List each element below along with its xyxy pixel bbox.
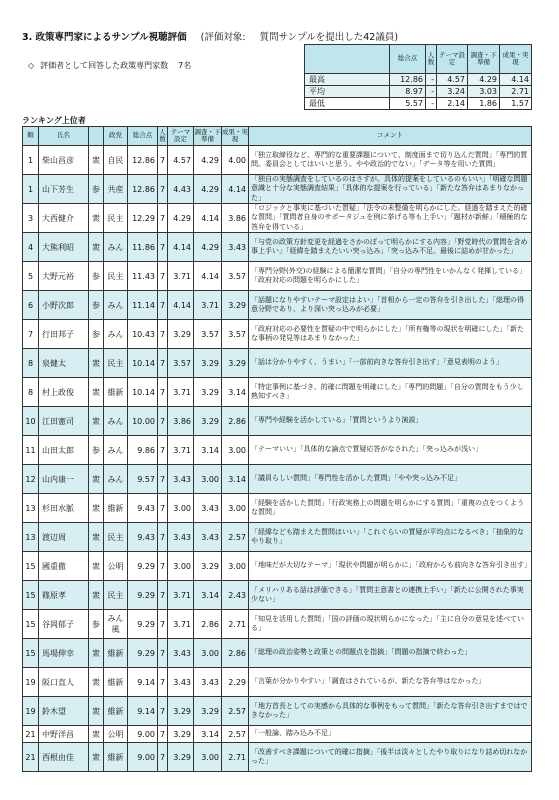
party-cell: みん bbox=[104, 233, 128, 262]
rank-cell: 10 bbox=[23, 407, 39, 436]
header-result: 成果・実現 bbox=[222, 127, 249, 146]
result-cell: 4.14 bbox=[222, 175, 249, 204]
total-cell: 11.14 bbox=[128, 291, 158, 320]
comment-cell: 「経緯なども踏まえた質問はいい」「これぐらいの質疑が平均点になるべき」「抽象的なやり取り」 bbox=[249, 523, 532, 552]
prep-cell: 3.29 bbox=[194, 697, 222, 726]
prep-cell: 3.43 bbox=[194, 668, 222, 697]
summary-table bbox=[304, 44, 532, 110]
name-cell: 泉健太 bbox=[39, 349, 89, 378]
prep-cell: 3.29 bbox=[194, 349, 222, 378]
party-cell: みん bbox=[104, 436, 128, 465]
theme-cell: 3.29 bbox=[168, 726, 194, 743]
party-cell: 維新 bbox=[104, 494, 128, 523]
table-row bbox=[23, 494, 532, 523]
theme-cell: 3.71 bbox=[168, 262, 194, 291]
theme-cell: 4.14 bbox=[168, 233, 194, 262]
comment-cell: 「独自の実態調査をしているのはさすが。具体的提案をしているのもいい」「明確な問題意識と十分な実態調査結果」「具体的な提案を行っている」「新たな答弁はあまりなかった」 bbox=[249, 175, 532, 204]
result-cell: 3.14 bbox=[222, 465, 249, 494]
result-cell: 2.71 bbox=[222, 610, 249, 639]
table-row bbox=[23, 262, 532, 291]
house-cell: 衆 bbox=[89, 726, 104, 743]
result-cell: 2.29 bbox=[222, 668, 249, 697]
rank-cell: 11 bbox=[23, 436, 39, 465]
count-cell: 7 bbox=[158, 262, 168, 291]
result-cell: 2.86 bbox=[222, 407, 249, 436]
comment-cell: 「知見を活用した質問」「国の評価の現状明らかになった」「主に自分の意見を述べている」 bbox=[249, 610, 532, 639]
party-cell: みん風 bbox=[104, 610, 128, 639]
party-cell: 自民 bbox=[104, 146, 128, 175]
name-cell: 山下芳生 bbox=[39, 175, 89, 204]
prep-cell: 3.71 bbox=[194, 291, 222, 320]
comment-cell: 「政府対応の必要性を質疑の中で明らかにした」「所有権等の現状を明確にした」「新たな事柄の発見等はあまりなかった」 bbox=[249, 320, 532, 349]
result-cell: 2.71 bbox=[222, 743, 249, 772]
total-cell: 10.43 bbox=[128, 320, 158, 349]
evaluator-count-label: 評価者として回答した政策専門家数 bbox=[40, 61, 169, 70]
prep-cell: 3.29 bbox=[194, 552, 222, 581]
party-cell: 共産 bbox=[104, 175, 128, 204]
summary-value: 4.29 bbox=[468, 74, 500, 86]
summary-header-result: 成果・実現 bbox=[500, 45, 532, 74]
rank-cell: 13 bbox=[23, 494, 39, 523]
theme-cell: 3.71 bbox=[168, 610, 194, 639]
rank-cell: 15 bbox=[23, 581, 39, 610]
comment-cell: 「与党の政策方針変更を経過をさかのぼって明らかにする内容」「野党時代の質問を含め事上手い」「経緯を踏まえたいい突っ込み」「突っ込み不足。最後に詰めが甘かった」 bbox=[249, 233, 532, 262]
table-row bbox=[23, 436, 532, 465]
name-cell: 大西健介 bbox=[39, 204, 89, 233]
prep-cell: 3.43 bbox=[194, 523, 222, 552]
result-cell: 3.14 bbox=[222, 378, 249, 407]
table-row bbox=[23, 291, 532, 320]
comment-cell: 「ロジックと事実に基づいた質疑」「法令の未整備を明らかにした。経過を踏まえた的確な質問」「質問者自身のサポータジュを例に挙げる等も上手い」「題材が新鮮」「積極的な答弁を得ている」 bbox=[249, 204, 532, 233]
comment-cell: 「特定事例に基づき、的確に問題を明確にした」「専門的問題」「自分の質問をもう少し熟知すべき」 bbox=[249, 378, 532, 407]
header-total: 総合点 bbox=[128, 127, 158, 146]
table-row bbox=[23, 610, 532, 639]
name-cell: 西根由佳 bbox=[39, 743, 89, 772]
theme-cell: 3.00 bbox=[168, 552, 194, 581]
summary-header-count: 人数 bbox=[426, 45, 437, 74]
rank-cell: 8 bbox=[23, 378, 39, 407]
party-cell: 公明 bbox=[104, 552, 128, 581]
prep-cell: 3.00 bbox=[194, 743, 222, 772]
comment-cell: 「話題になりやすいテーマ設定はよい」「首相から一定の答弁を引き出した」「総理の得意分野であり、より深い突っ込みが必要」 bbox=[249, 291, 532, 320]
total-cell: 10.14 bbox=[128, 349, 158, 378]
total-cell: 9.00 bbox=[128, 743, 158, 772]
prep-cell: 4.29 bbox=[194, 233, 222, 262]
count-cell: 7 bbox=[158, 639, 168, 668]
name-cell: 鈴木望 bbox=[39, 697, 89, 726]
header-party: 政党 bbox=[104, 127, 128, 146]
summary-row-min bbox=[305, 98, 532, 110]
prep-cell: 4.29 bbox=[194, 175, 222, 204]
house-cell: 衆 bbox=[89, 204, 104, 233]
name-cell: 杉田水脈 bbox=[39, 494, 89, 523]
summary-value: 4.57 bbox=[437, 74, 468, 86]
house-cell: 参 bbox=[89, 436, 104, 465]
result-cell: 2.43 bbox=[222, 581, 249, 610]
table-row bbox=[23, 233, 532, 262]
total-cell: 12.86 bbox=[128, 175, 158, 204]
table-row bbox=[23, 668, 532, 697]
party-cell: 公明 bbox=[104, 726, 128, 743]
rank-cell: 5 bbox=[23, 262, 39, 291]
section-heading bbox=[22, 29, 398, 43]
comment-cell: 「専門分野(外交)の経験による簡潔な質問」「自分の専門性をいかんなく発揮している」「政府対応の問題を明らかにした」 bbox=[249, 262, 532, 291]
table-row bbox=[23, 349, 532, 378]
theme-cell: 3.29 bbox=[168, 320, 194, 349]
party-cell: 維新 bbox=[104, 639, 128, 668]
name-cell: 山内康一 bbox=[39, 465, 89, 494]
party-cell: 維新 bbox=[104, 743, 128, 772]
name-cell: 谷岡郁子 bbox=[39, 610, 89, 639]
party-cell: 民主 bbox=[104, 581, 128, 610]
theme-cell: 3.43 bbox=[168, 639, 194, 668]
rank-cell: 1 bbox=[23, 175, 39, 204]
total-cell: 9.43 bbox=[128, 494, 158, 523]
party-cell: 民主 bbox=[104, 349, 128, 378]
ranking-table bbox=[22, 126, 532, 772]
prep-cell: 3.43 bbox=[194, 494, 222, 523]
theme-cell: 3.43 bbox=[168, 523, 194, 552]
header-comment: コメント bbox=[249, 127, 532, 146]
result-cell: 3.29 bbox=[222, 349, 249, 378]
count-cell: 7 bbox=[158, 552, 168, 581]
summary-value: 1.86 bbox=[468, 98, 500, 110]
theme-cell: 3.29 bbox=[168, 697, 194, 726]
comment-cell: 「メリハリある話は評価できる」「質問主意書との連携上手い」「新たに公開された事実少ない」 bbox=[249, 581, 532, 610]
party-cell: みん bbox=[104, 291, 128, 320]
total-cell: 11.86 bbox=[128, 233, 158, 262]
rank-cell: 1 bbox=[23, 146, 39, 175]
prep-cell: 3.14 bbox=[194, 436, 222, 465]
summary-value: 5.57 bbox=[390, 98, 426, 110]
total-cell: 9.29 bbox=[128, 552, 158, 581]
result-cell: 2.57 bbox=[222, 726, 249, 743]
summary-value: - bbox=[426, 86, 437, 98]
total-cell: 9.29 bbox=[128, 639, 158, 668]
rank-cell: 15 bbox=[23, 552, 39, 581]
party-cell: 民主 bbox=[104, 204, 128, 233]
count-cell: 7 bbox=[158, 610, 168, 639]
rank-cell: 13 bbox=[23, 523, 39, 552]
rank-cell: 21 bbox=[23, 743, 39, 772]
house-cell: 衆 bbox=[89, 233, 104, 262]
evaluator-count-value: 7名 bbox=[178, 61, 192, 70]
name-cell: 小野次郎 bbox=[39, 291, 89, 320]
summary-value: 3.24 bbox=[437, 86, 468, 98]
header-name: 氏名 bbox=[39, 127, 89, 146]
house-cell: 衆 bbox=[89, 349, 104, 378]
comment-cell: 「一般論、踏み込み不足」 bbox=[249, 726, 532, 743]
summary-label: 最低 bbox=[305, 98, 390, 110]
rank-cell: 15 bbox=[23, 610, 39, 639]
comment-cell: 「地味だが大切なテーマ」「現状や問題が明らかに」「政府からも前向きな答弁引き出す」 bbox=[249, 552, 532, 581]
table-row bbox=[23, 639, 532, 668]
table-row bbox=[23, 175, 532, 204]
table-row bbox=[23, 552, 532, 581]
name-cell: 大野元裕 bbox=[39, 262, 89, 291]
comment-cell: 「議員らしい質問」「専門性を活かした質問」「やや突っ込み不足」 bbox=[249, 465, 532, 494]
diamond-bullet-icon: ◇ bbox=[28, 61, 35, 70]
prep-cell: 3.14 bbox=[194, 726, 222, 743]
house-cell: 衆 bbox=[89, 465, 104, 494]
house-cell: 参 bbox=[89, 320, 104, 349]
result-cell: 3.00 bbox=[222, 436, 249, 465]
name-cell: 馬場伸幸 bbox=[39, 639, 89, 668]
summary-value: 8.97 bbox=[390, 86, 426, 98]
prep-cell: 3.00 bbox=[194, 465, 222, 494]
comment-cell: 「テーマいい」「具体的な論点で質疑応答がなされた」「突っ込みが浅い」 bbox=[249, 436, 532, 465]
evaluator-count-line bbox=[28, 60, 191, 71]
theme-cell: 3.29 bbox=[168, 743, 194, 772]
comment-cell: 「総理の政治姿勢と政策との問題点を指摘」「問題の指摘で終わった」 bbox=[249, 639, 532, 668]
house-cell: 衆 bbox=[89, 668, 104, 697]
house-cell: 衆 bbox=[89, 697, 104, 726]
comment-cell: 「話は分かりやすく、うまい」「一部前向きな答弁引き出す」「意見表明のよう」 bbox=[249, 349, 532, 378]
house-cell: 参 bbox=[89, 262, 104, 291]
total-cell: 12.86 bbox=[128, 146, 158, 175]
party-cell: みん bbox=[104, 465, 128, 494]
name-cell: 江田憲司 bbox=[39, 407, 89, 436]
total-cell: 9.00 bbox=[128, 726, 158, 743]
theme-cell: 4.57 bbox=[168, 146, 194, 175]
ranking-header-row bbox=[23, 127, 532, 146]
total-cell: 10.00 bbox=[128, 407, 158, 436]
table-row bbox=[23, 581, 532, 610]
summary-header-prep: 調査・下準備 bbox=[468, 45, 500, 74]
comment-cell: 「改善すべき課題について的確に指摘」「後半は淡々としたやり取りになり詰め切れなかった」 bbox=[249, 743, 532, 772]
prep-cell: 4.14 bbox=[194, 204, 222, 233]
table-row bbox=[23, 378, 532, 407]
result-cell: 3.57 bbox=[222, 320, 249, 349]
total-cell: 9.57 bbox=[128, 465, 158, 494]
summary-value: 1.57 bbox=[500, 98, 532, 110]
comment-cell: 「独立取締役など、専門的な重要課題について、制度面まで切り込んだ質問」「専門的質問。委員会としてはいいと思う。やや政治的でない」「データ等を用いた質問」 bbox=[249, 146, 532, 175]
result-cell: 4.00 bbox=[222, 146, 249, 175]
rank-cell: 4 bbox=[23, 233, 39, 262]
name-cell: 柴山昌彦 bbox=[39, 146, 89, 175]
result-cell: 3.86 bbox=[222, 204, 249, 233]
prep-cell: 3.14 bbox=[194, 581, 222, 610]
count-cell: 7 bbox=[158, 291, 168, 320]
house-cell: 衆 bbox=[89, 581, 104, 610]
theme-cell: 3.43 bbox=[168, 465, 194, 494]
theme-cell: 4.29 bbox=[168, 204, 194, 233]
summary-value: 12.86 bbox=[390, 74, 426, 86]
count-cell: 7 bbox=[158, 436, 168, 465]
house-cell: 衆 bbox=[89, 146, 104, 175]
house-cell: 参 bbox=[89, 610, 104, 639]
name-cell: 阪口直人 bbox=[39, 668, 89, 697]
name-cell: 渡辺周 bbox=[39, 523, 89, 552]
name-cell: 國重徹 bbox=[39, 552, 89, 581]
count-cell: 7 bbox=[158, 349, 168, 378]
house-cell: 衆 bbox=[89, 743, 104, 772]
evaluation-target-label: (評価対象: bbox=[200, 32, 246, 43]
prep-cell: 2.86 bbox=[194, 610, 222, 639]
result-cell: 3.57 bbox=[222, 262, 249, 291]
total-cell: 11.43 bbox=[128, 262, 158, 291]
rank-cell: 19 bbox=[23, 697, 39, 726]
count-cell: 7 bbox=[158, 697, 168, 726]
rank-cell: 15 bbox=[23, 639, 39, 668]
result-cell: 3.43 bbox=[222, 233, 249, 262]
house-cell: 参 bbox=[89, 175, 104, 204]
total-cell: 10.14 bbox=[128, 378, 158, 407]
prep-cell: 4.29 bbox=[194, 146, 222, 175]
header-prep: 調査・下準備 bbox=[194, 127, 222, 146]
name-cell: 山田太郎 bbox=[39, 436, 89, 465]
rank-cell: 8 bbox=[23, 349, 39, 378]
party-cell: 民主 bbox=[104, 262, 128, 291]
house-cell: 衆 bbox=[89, 523, 104, 552]
theme-cell: 3.57 bbox=[168, 349, 194, 378]
table-row bbox=[23, 320, 532, 349]
party-cell: 維新 bbox=[104, 668, 128, 697]
count-cell: 7 bbox=[158, 146, 168, 175]
table-row bbox=[23, 743, 532, 772]
evaluation-target-detail: 質問サンプルを提出した42議員) bbox=[259, 32, 399, 43]
header-count: 人数 bbox=[158, 127, 168, 146]
theme-cell: 3.43 bbox=[168, 668, 194, 697]
house-cell: 衆 bbox=[89, 407, 104, 436]
rank-cell: 12 bbox=[23, 465, 39, 494]
party-cell: みん bbox=[104, 407, 128, 436]
count-cell: 7 bbox=[158, 668, 168, 697]
prep-cell: 3.57 bbox=[194, 320, 222, 349]
summary-value: - bbox=[426, 98, 437, 110]
total-cell: 9.14 bbox=[128, 697, 158, 726]
prep-cell: 3.29 bbox=[194, 407, 222, 436]
summary-label: 最高 bbox=[305, 74, 390, 86]
header-house bbox=[89, 127, 104, 146]
result-cell: 3.00 bbox=[222, 494, 249, 523]
rank-cell: 21 bbox=[23, 726, 39, 743]
count-cell: 7 bbox=[158, 494, 168, 523]
comment-cell: 「地方首長としての実感から具体的な事例をもって質問」「新たな答弁引き出すまではできなかった」 bbox=[249, 697, 532, 726]
total-cell: 9.14 bbox=[128, 668, 158, 697]
theme-cell: 3.71 bbox=[168, 436, 194, 465]
prep-cell: 3.29 bbox=[194, 378, 222, 407]
total-cell: 9.86 bbox=[128, 436, 158, 465]
count-cell: 7 bbox=[158, 581, 168, 610]
summary-header-total: 総合点 bbox=[390, 45, 426, 74]
summary-row-max bbox=[305, 74, 532, 86]
theme-cell: 3.86 bbox=[168, 407, 194, 436]
theme-cell: 4.14 bbox=[168, 291, 194, 320]
count-cell: 7 bbox=[158, 743, 168, 772]
count-cell: 7 bbox=[158, 407, 168, 436]
rank-cell: 19 bbox=[23, 668, 39, 697]
theme-cell: 3.71 bbox=[168, 378, 194, 407]
summary-header-row bbox=[305, 45, 532, 74]
count-cell: 7 bbox=[158, 204, 168, 233]
party-cell: 維新 bbox=[104, 697, 128, 726]
summary-header-theme: テーマ設定 bbox=[437, 45, 468, 74]
summary-value: - bbox=[426, 74, 437, 86]
summary-header-blank bbox=[305, 45, 390, 74]
name-cell: 篠原孝 bbox=[39, 581, 89, 610]
total-cell: 12.29 bbox=[128, 204, 158, 233]
table-row bbox=[23, 146, 532, 175]
total-cell: 9.43 bbox=[128, 523, 158, 552]
header-theme: テーマ設定 bbox=[168, 127, 194, 146]
theme-cell: 4.43 bbox=[168, 175, 194, 204]
result-cell: 3.29 bbox=[222, 291, 249, 320]
result-cell: 3.00 bbox=[222, 552, 249, 581]
count-cell: 7 bbox=[158, 523, 168, 552]
result-cell: 2.86 bbox=[222, 639, 249, 668]
comment-cell: 「専門や経験を活かしている」「質問というより演説」 bbox=[249, 407, 532, 436]
comment-cell: 「言葉が分かりやすい」「調査はされているが、新たな答弁等はなかった」 bbox=[249, 668, 532, 697]
house-cell: 参 bbox=[89, 291, 104, 320]
section-title: 3. 政策専門家によるサンプル視聴評価 bbox=[22, 32, 187, 43]
rank-cell: 6 bbox=[23, 291, 39, 320]
summary-row-average bbox=[305, 86, 532, 98]
party-cell: みん bbox=[104, 320, 128, 349]
house-cell: 衆 bbox=[89, 494, 104, 523]
table-row bbox=[23, 465, 532, 494]
rank-cell: 7 bbox=[23, 320, 39, 349]
count-cell: 7 bbox=[158, 726, 168, 743]
name-cell: 村上政俊 bbox=[39, 378, 89, 407]
summary-label: 平均 bbox=[305, 86, 390, 98]
result-cell: 2.57 bbox=[222, 697, 249, 726]
count-cell: 7 bbox=[158, 175, 168, 204]
theme-cell: 3.00 bbox=[168, 494, 194, 523]
table-row bbox=[23, 204, 532, 233]
count-cell: 7 bbox=[158, 233, 168, 262]
summary-value: 4.14 bbox=[500, 74, 532, 86]
summary-value: 2.14 bbox=[437, 98, 468, 110]
table-row bbox=[23, 697, 532, 726]
summary-value: 2.71 bbox=[500, 86, 532, 98]
rank-cell: 3 bbox=[23, 204, 39, 233]
theme-cell: 3.71 bbox=[168, 581, 194, 610]
party-cell: 維新 bbox=[104, 378, 128, 407]
house-cell: 衆 bbox=[89, 552, 104, 581]
table-row bbox=[23, 407, 532, 436]
total-cell: 9.29 bbox=[128, 581, 158, 610]
table-row bbox=[23, 523, 532, 552]
total-cell: 9.29 bbox=[128, 610, 158, 639]
count-cell: 7 bbox=[158, 320, 168, 349]
name-cell: 中野洋昌 bbox=[39, 726, 89, 743]
comment-cell: 「経験を活かした質問」「行政実務上の問題を明らかにする質問」「重複の点をつくような質問」 bbox=[249, 494, 532, 523]
result-cell: 2.57 bbox=[222, 523, 249, 552]
count-cell: 7 bbox=[158, 378, 168, 407]
party-cell: 民主 bbox=[104, 523, 128, 552]
name-cell: 行田邦子 bbox=[39, 320, 89, 349]
house-cell: 衆 bbox=[89, 378, 104, 407]
table-row bbox=[23, 726, 532, 743]
prep-cell: 3.00 bbox=[194, 639, 222, 668]
name-cell: 大熊利昭 bbox=[39, 233, 89, 262]
header-rank: 順 bbox=[23, 127, 39, 146]
house-cell: 衆 bbox=[89, 639, 104, 668]
ranking-title: ランキング上位者 bbox=[22, 116, 86, 125]
prep-cell: 4.14 bbox=[194, 262, 222, 291]
summary-value: 3.03 bbox=[468, 86, 500, 98]
count-cell: 7 bbox=[158, 465, 168, 494]
